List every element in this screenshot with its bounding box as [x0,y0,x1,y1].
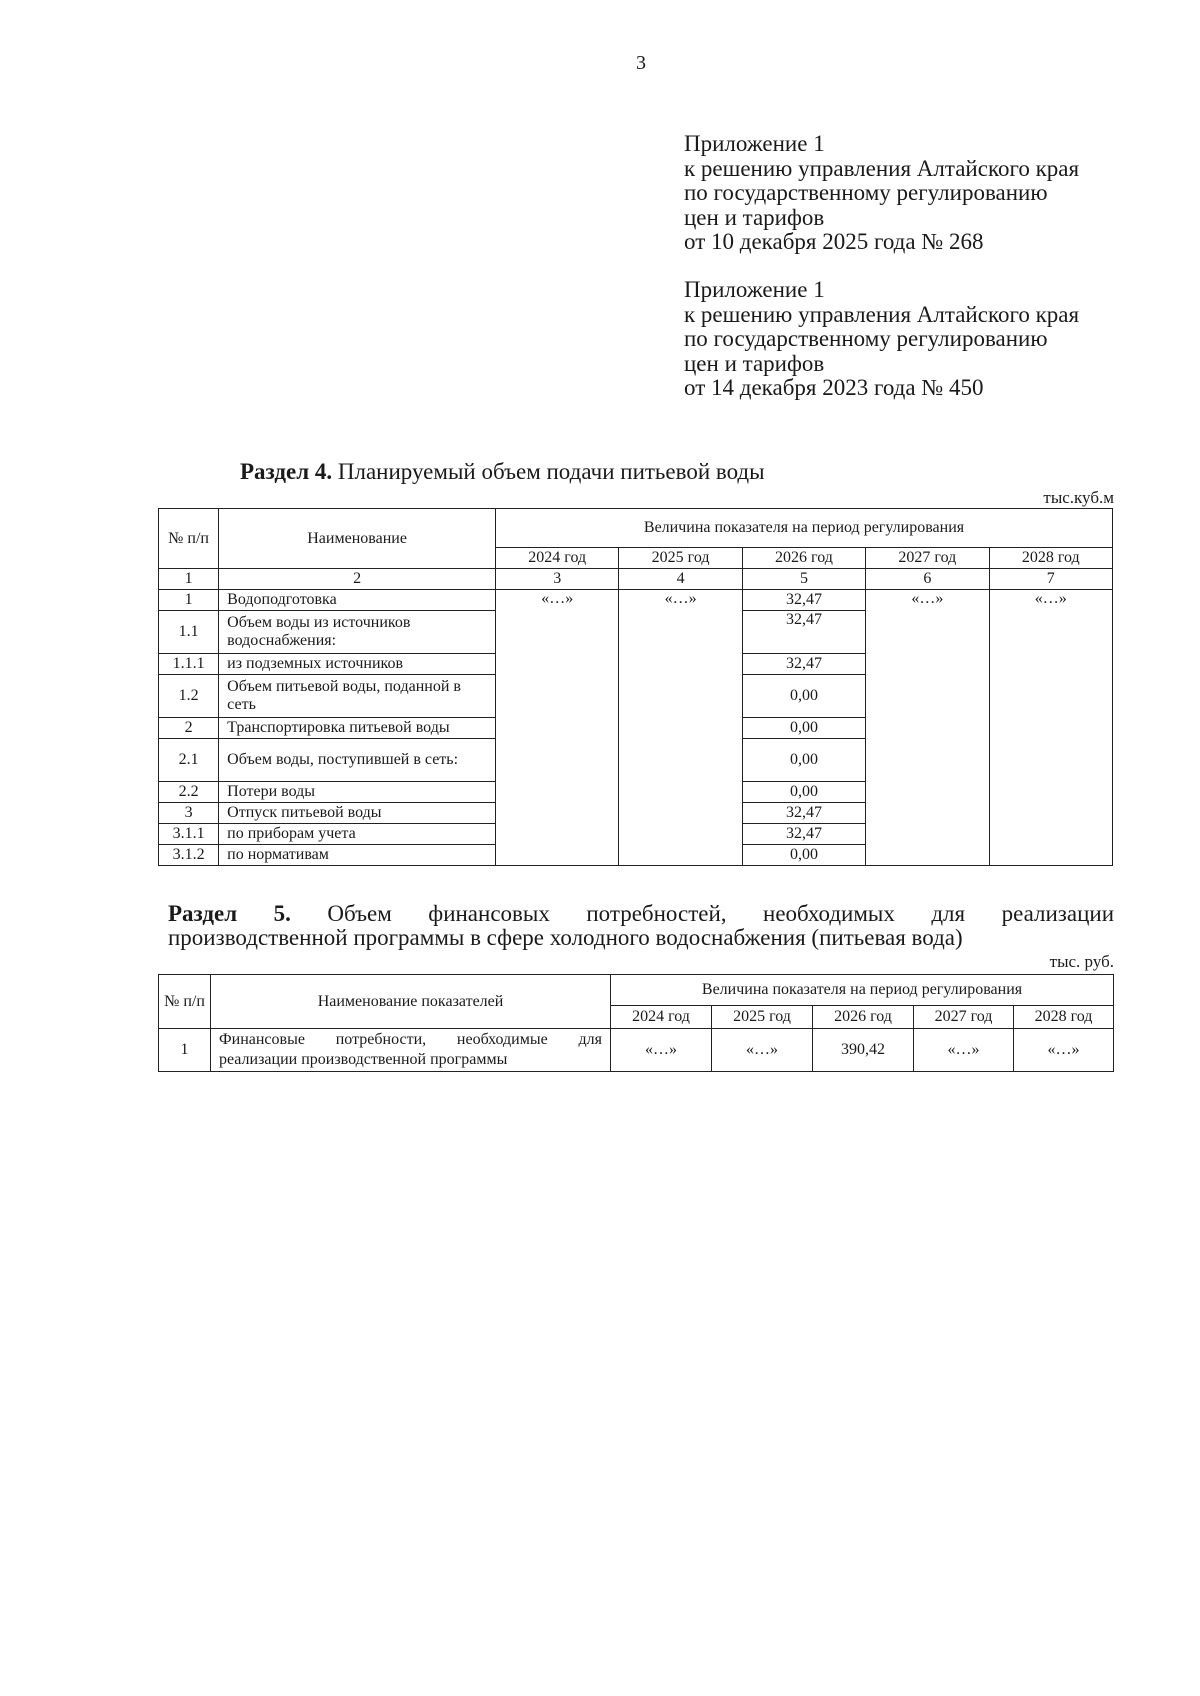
value-2025: «…» [712,1029,813,1072]
row-name: Отпуск питьевой воды [219,803,496,824]
value-2026: 0,00 [742,782,865,803]
table-row [159,1029,1114,1072]
row-name: Финансовые потребности, необходимые для реализации производственной программы [211,1029,611,1072]
row-name: из подземных источников [219,654,496,675]
row-no: 2.2 [159,782,219,803]
appendix-line: Приложение 1 [684,131,825,156]
col-number: 4 [619,569,742,590]
value-2027: «…» [914,1029,1014,1072]
appendix-line: цен и тарифов [684,350,825,376]
col-number: 6 [866,569,989,590]
value-2026: 0,00 [742,739,865,782]
appendix-previous [684,278,1079,401]
header-year: 2028 год [989,548,1112,569]
header-year: 2026 год [742,548,865,569]
value-2024: «…» [611,1029,712,1072]
value-2026: 32,47 [742,654,865,675]
appendix-line: цен и тарифов [684,204,825,230]
header-value-group: Величина показателя на период регулирования [496,509,1113,548]
section5-units: тыс. руб. [1049,952,1114,971]
appendix-line: Приложение 1 [684,277,825,302]
header-year: 2026 год [813,1006,914,1029]
appendix-line: к решению управления Алтайского края [684,301,1080,327]
header-year: 2027 год [866,548,989,569]
section5-title-line1: Объем финансовых потребностей, необходимых для реализации [290,901,1115,926]
row-no: 3.1.2 [159,845,219,866]
col-number: 3 [496,569,619,590]
row-no: 1.1 [159,611,219,654]
row-no: 3.1.1 [159,824,219,845]
value-2026: 0,00 [742,845,865,866]
section5-table [158,974,1114,1072]
col-number: 7 [989,569,1112,590]
row-name: по приборам учета [219,824,496,845]
value-2026: 390,42 [813,1029,914,1072]
appendix-line: по государственному регулированию [684,180,1048,205]
value-2026: 0,00 [742,675,865,718]
row-name: Потери воды [219,782,496,803]
row-no: 1.1.1 [159,654,219,675]
value-2028: «…» [989,590,1112,866]
section5-title [168,902,1114,950]
section4-units: тыс.куб.м [1043,488,1114,507]
header-year: 2024 год [611,1006,712,1029]
value-2026: 32,47 [742,590,865,611]
section5-label: Раздел 5. [168,901,291,926]
value-2024: «…» [496,590,619,866]
row-name: Объем воды, поступившей в сеть: [219,739,496,782]
row-no: 1 [159,1029,211,1072]
section5-title-line2: производственной программы в сфере холодного водоснабжения (питьевая вода) [168,925,963,950]
value-2028: «…» [1014,1029,1114,1072]
value-2026: 0,00 [742,718,865,739]
row-name: Транспортировка питьевой воды [219,718,496,739]
row-name: Объем питьевой воды, поданной в сеть [219,675,496,718]
header-value-group: Величина показателя на период регулирования [611,975,1114,1006]
header-year: 2025 год [712,1006,813,1029]
row-name: по нормативам [219,845,496,866]
appendix-line: от 14 декабря 2023 года № 450 [684,375,984,400]
row-no: 2 [159,718,219,739]
value-2025: «…» [619,590,742,866]
value-2026: 32,47 [742,611,865,654]
header-no: № п/п [159,509,219,569]
header-no: № п/п [159,975,211,1029]
row-name: Объем воды из источников водоснабжения: [219,611,496,654]
section4-title [240,460,765,484]
header-year: 2028 год [1014,1006,1114,1029]
row-no: 3 [159,803,219,824]
section4-label: Раздел 4. [240,459,333,484]
appendix-line: к решению управления Алтайского края [684,155,1080,181]
appendix-current [684,132,1079,255]
value-2026: 32,47 [742,824,865,845]
appendix-line: от 10 декабря 2025 года № 268 [684,229,984,254]
row-no: 1.2 [159,675,219,718]
header-year: 2027 год [914,1006,1014,1029]
header-name: Наименование [219,509,496,569]
table-row [159,590,1113,611]
header-year: 2024 год [496,548,619,569]
row-no: 1 [159,590,219,611]
section4-title-text: Планируемый объем подачи питьевой воды [332,459,765,484]
row-no: 2.1 [159,739,219,782]
section4-table [158,508,1113,866]
header-name: Наименование показателей [211,975,611,1029]
col-number: 5 [742,569,865,590]
value-2027: «…» [866,590,989,866]
col-number: 1 [159,569,219,590]
value-2026: 32,47 [742,803,865,824]
row-name: Водоподготовка [219,590,496,611]
col-number: 2 [219,569,496,590]
page-number: 3 [636,52,646,74]
appendix-line: по государственному регулированию [684,326,1048,351]
header-year: 2025 год [619,548,742,569]
